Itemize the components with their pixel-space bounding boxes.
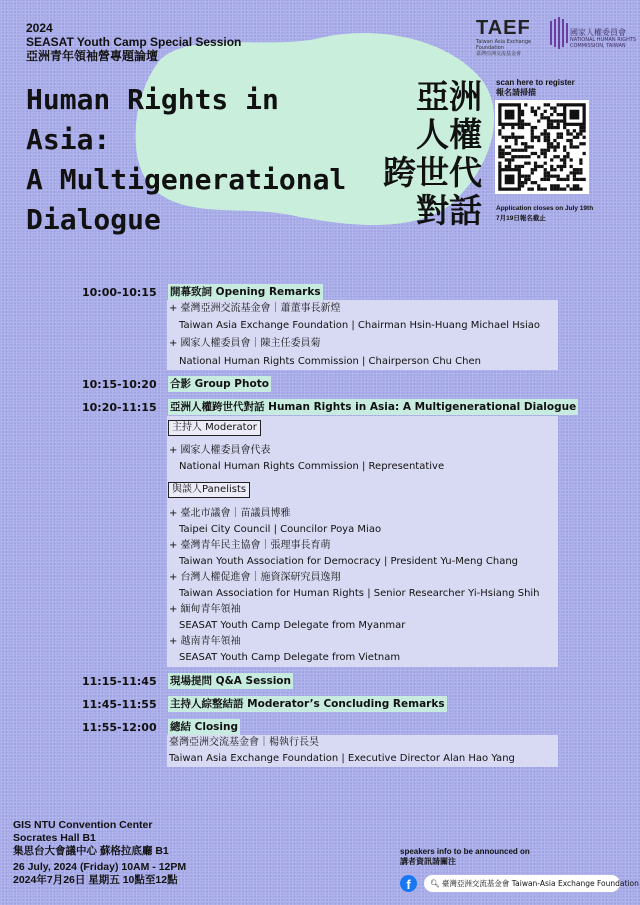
speaker-zh: + 越南青年領袖: [169, 636, 241, 647]
facebook-page-search[interactable]: [424, 875, 639, 892]
facebook-icon[interactable]: f: [400, 875, 417, 892]
speaker-zh: + 臺北市議會｜苗議員博雅: [169, 508, 291, 519]
agenda-title: 合影 Group Photo: [170, 378, 269, 390]
speakers-announcement: speakers info to be announced on 講者資訊請關注: [400, 847, 530, 866]
venue-info: GIS NTU Convention Center Socrates Hall B1 集思台大會議中心 蘇格拉底廳 B1: [13, 819, 169, 857]
speaker-zh: + 國家人權委員會代表: [169, 445, 271, 456]
panelists-label: 與談人Panelists: [168, 482, 250, 498]
agenda-time: 11:45-11:55: [82, 698, 157, 711]
event-date: 26 July, 2024 (Friday) 10AM - 12PM 2024年7月26日 星期五 10點至12點: [13, 861, 187, 886]
speaker-en: Taiwan Youth Association for Democracy | President Yu-Meng Chang: [179, 556, 519, 567]
register-prompt: scan here to register 報名請掃描: [496, 78, 575, 97]
main-title-zh: 亞洲 人權 跨世代 對話: [383, 77, 482, 230]
event-name-en: SEASAT Youth Camp Special Session: [26, 35, 242, 49]
moderator-label: 主持人 Moderator: [168, 420, 261, 436]
speaker-en: Taiwan Asia Exchange Foundation | Chairman Hsin-Huang Michael Hsiao: [179, 320, 540, 331]
event-name-zh: 亞洲青年領袖營專題論壇: [26, 49, 159, 63]
application-deadline: Application closes on July 19th 7月19日報名截止: [496, 205, 594, 222]
agenda-title: 總結 Closing: [170, 721, 239, 733]
nhrc-logo: 國家人權委員會 NATIONAL HUMAN RIGHTS COMMISSION, TAIWAN: [548, 17, 628, 51]
search-icon: 🔍︎: [430, 879, 440, 888]
opening-speakers: [167, 300, 558, 370]
agenda-title: 亞洲人權跨世代對話 Human Rights in Asia: A Multigenerational Dialogue: [170, 401, 577, 413]
facebook-page-name: 臺灣亞洲交流基金會 Taiwan-Asia Exchange Foundation: [441, 879, 639, 888]
nhrc-mark-icon: [548, 17, 568, 49]
event-year: 2024: [26, 21, 53, 35]
dialogue-participants: [167, 416, 558, 667]
speaker-en: SEASAT Youth Camp Delegate from Vietnam: [179, 652, 401, 663]
agenda-title: 主持人綜整結語 Moderator’s Concluding Remarks: [170, 698, 445, 710]
agenda-time: 10:20-11:15: [82, 401, 157, 414]
speaker-en: National Human Rights Commission | Chairperson Chu Chen: [179, 356, 481, 367]
speaker-zh: + 緬甸青年領袖: [169, 604, 241, 615]
speaker-en: SEASAT Youth Camp Delegate from Myanmar: [179, 620, 406, 631]
speaker-en: Taiwan Association for Human Rights | Senior Researcher Yi-Hsiang Shih: [179, 588, 540, 599]
speaker-en: Taipei City Council | Councilor Poya Miao: [179, 524, 382, 535]
speaker-zh: + 台灣人權促進會｜施資深研究員逸翔: [169, 572, 341, 583]
agenda-title: 開幕致詞 Opening Remarks: [170, 286, 321, 298]
speaker-en: Taiwan Asia Exchange Foundation | Executive Director Alan Hao Yang: [169, 753, 515, 764]
taef-logo: TAEF Taiwan Asia Exchange Foundation 臺灣亞洲交流基金會: [476, 17, 532, 57]
main-title-en: Human Rights in Asia: A Multigenerational Dialogue: [26, 83, 347, 236]
speaker-en: National Human Rights Commission | Representative: [179, 461, 445, 472]
speaker-zh: + 國家人權委員會｜陳主任委員菊: [169, 338, 321, 349]
registration-qr-code[interactable]: [495, 100, 589, 194]
speaker-zh: + 臺灣青年民主協會｜張理事長育萌: [169, 540, 331, 551]
event-header: [26, 21, 241, 63]
agenda-time: 11:55-12:00: [82, 721, 157, 734]
agenda-time: 10:15-10:20: [82, 378, 157, 391]
speaker-zh: + 臺灣亞洲交流基金會｜蕭董事長新煌: [169, 303, 341, 314]
agenda-time: 11:15-11:45: [82, 675, 157, 688]
speaker-zh: 臺灣亞洲交流基金會｜楊執行長昊: [169, 737, 319, 748]
agenda-title: 現場提問 Q&A Session: [170, 675, 291, 687]
closing-speaker: [167, 735, 558, 767]
agenda-time: 10:00-10:15: [82, 286, 157, 299]
